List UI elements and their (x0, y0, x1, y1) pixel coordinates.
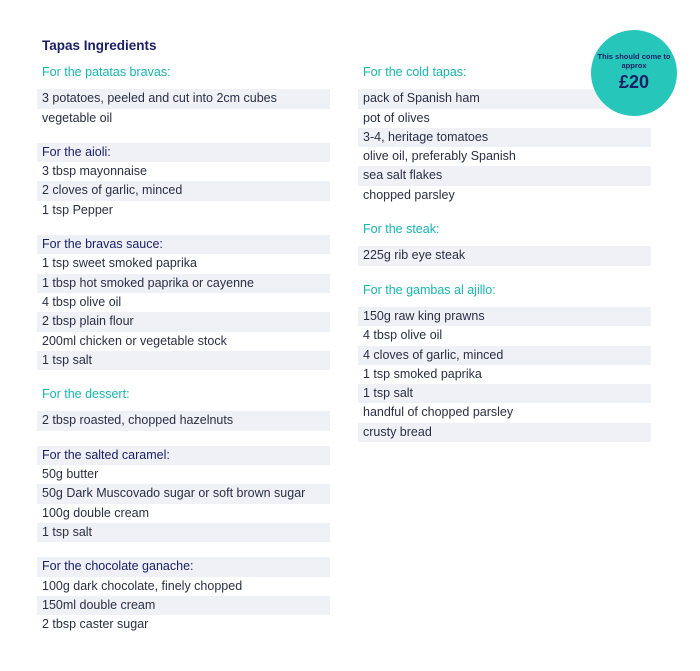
ingredient-item: pot of olives (363, 110, 430, 125)
section-heading: For the aioli: (37, 143, 330, 162)
ingredient-item: 1 tsp Pepper (42, 202, 113, 217)
ingredient-item: 2 tbsp caster sugar (42, 617, 149, 632)
ingredient-item: 2 tbsp plain flour (37, 312, 330, 331)
section-heading: For the patatas bravas: (42, 65, 171, 79)
page-title: Tapas Ingredients (42, 38, 157, 53)
ingredient-item: 3 potatoes, peeled and cut into 2cm cubes (37, 89, 330, 108)
ingredient-item: 2 tbsp roasted, chopped hazelnuts (37, 411, 330, 430)
ingredient-item: 225g rib eye steak (358, 246, 651, 265)
ingredient-item: 2 cloves of garlic, minced (37, 181, 330, 200)
section-heading: For the dessert: (42, 387, 130, 402)
section-heading: For the cold tapas: (363, 65, 467, 79)
ingredient-item: 3 tbsp mayonnaise (42, 164, 147, 179)
ingredient-item: crusty bread (358, 423, 651, 442)
ingredient-item: 150ml double cream (37, 596, 330, 615)
ingredient-item: 100g dark chocolate, finely chopped (42, 578, 243, 593)
ingredient-item: 1 tsp salt (37, 351, 330, 370)
price-badge (591, 30, 677, 116)
ingredient-item: sea salt flakes (358, 166, 651, 185)
ingredient-item: 1 tsp smoked paprika (363, 366, 482, 381)
section-heading: For the steak: (363, 222, 440, 237)
ingredient-item: 150g raw king prawns (358, 307, 651, 326)
badge-price: £20 (618, 72, 650, 92)
section-heading: For the gambas al ajillo: (363, 282, 496, 297)
ingredient-section (37, 446, 330, 542)
section-heading: For the bravas sauce: (37, 235, 330, 254)
ingredient-item: vegetable oil (42, 110, 113, 125)
ingredient-section (358, 220, 651, 266)
ingredient-section (37, 557, 330, 634)
ingredient-item: chopped parsley (363, 187, 455, 202)
right-column (358, 63, 651, 457)
ingredient-item: 4 cloves of garlic, minced (358, 346, 651, 365)
ingredient-item: pack of Spanish ham (358, 89, 651, 108)
ingredient-item: 3-4, heritage tomatoes (358, 128, 651, 147)
ingredient-item: 200ml chicken or vegetable stock (42, 333, 227, 348)
ingredient-item: handful of chopped parsley (363, 405, 514, 420)
badge-text: This should come to approx (597, 52, 671, 70)
ingredient-item: olive oil, preferably Spanish (363, 149, 516, 164)
ingredient-section (37, 235, 330, 370)
ingredient-item: 100g double cream (42, 505, 150, 520)
ingredient-section (358, 281, 651, 442)
ingredient-section (37, 385, 330, 431)
ingredient-item: 50g Dark Muscovado sugar or soft brown sugar (37, 484, 330, 503)
ingredient-item: 1 tsp sweet smoked paprika (42, 256, 197, 271)
ingredient-item: 1 tbsp hot smoked paprika or cayenne (37, 274, 330, 293)
ingredient-section (37, 63, 330, 128)
section-heading: For the chocolate ganache: (37, 557, 330, 576)
ingredient-item: 4 tbsp olive oil (42, 294, 122, 309)
ingredient-item: 50g butter (42, 467, 99, 482)
left-column (37, 63, 330, 649)
ingredient-item: 1 tsp salt (37, 523, 330, 542)
ingredient-section (37, 143, 330, 220)
section-heading: For the salted caramel: (37, 446, 330, 465)
ingredient-item: 4 tbsp olive oil (363, 328, 443, 343)
ingredient-item: 1 tsp salt (358, 384, 651, 403)
